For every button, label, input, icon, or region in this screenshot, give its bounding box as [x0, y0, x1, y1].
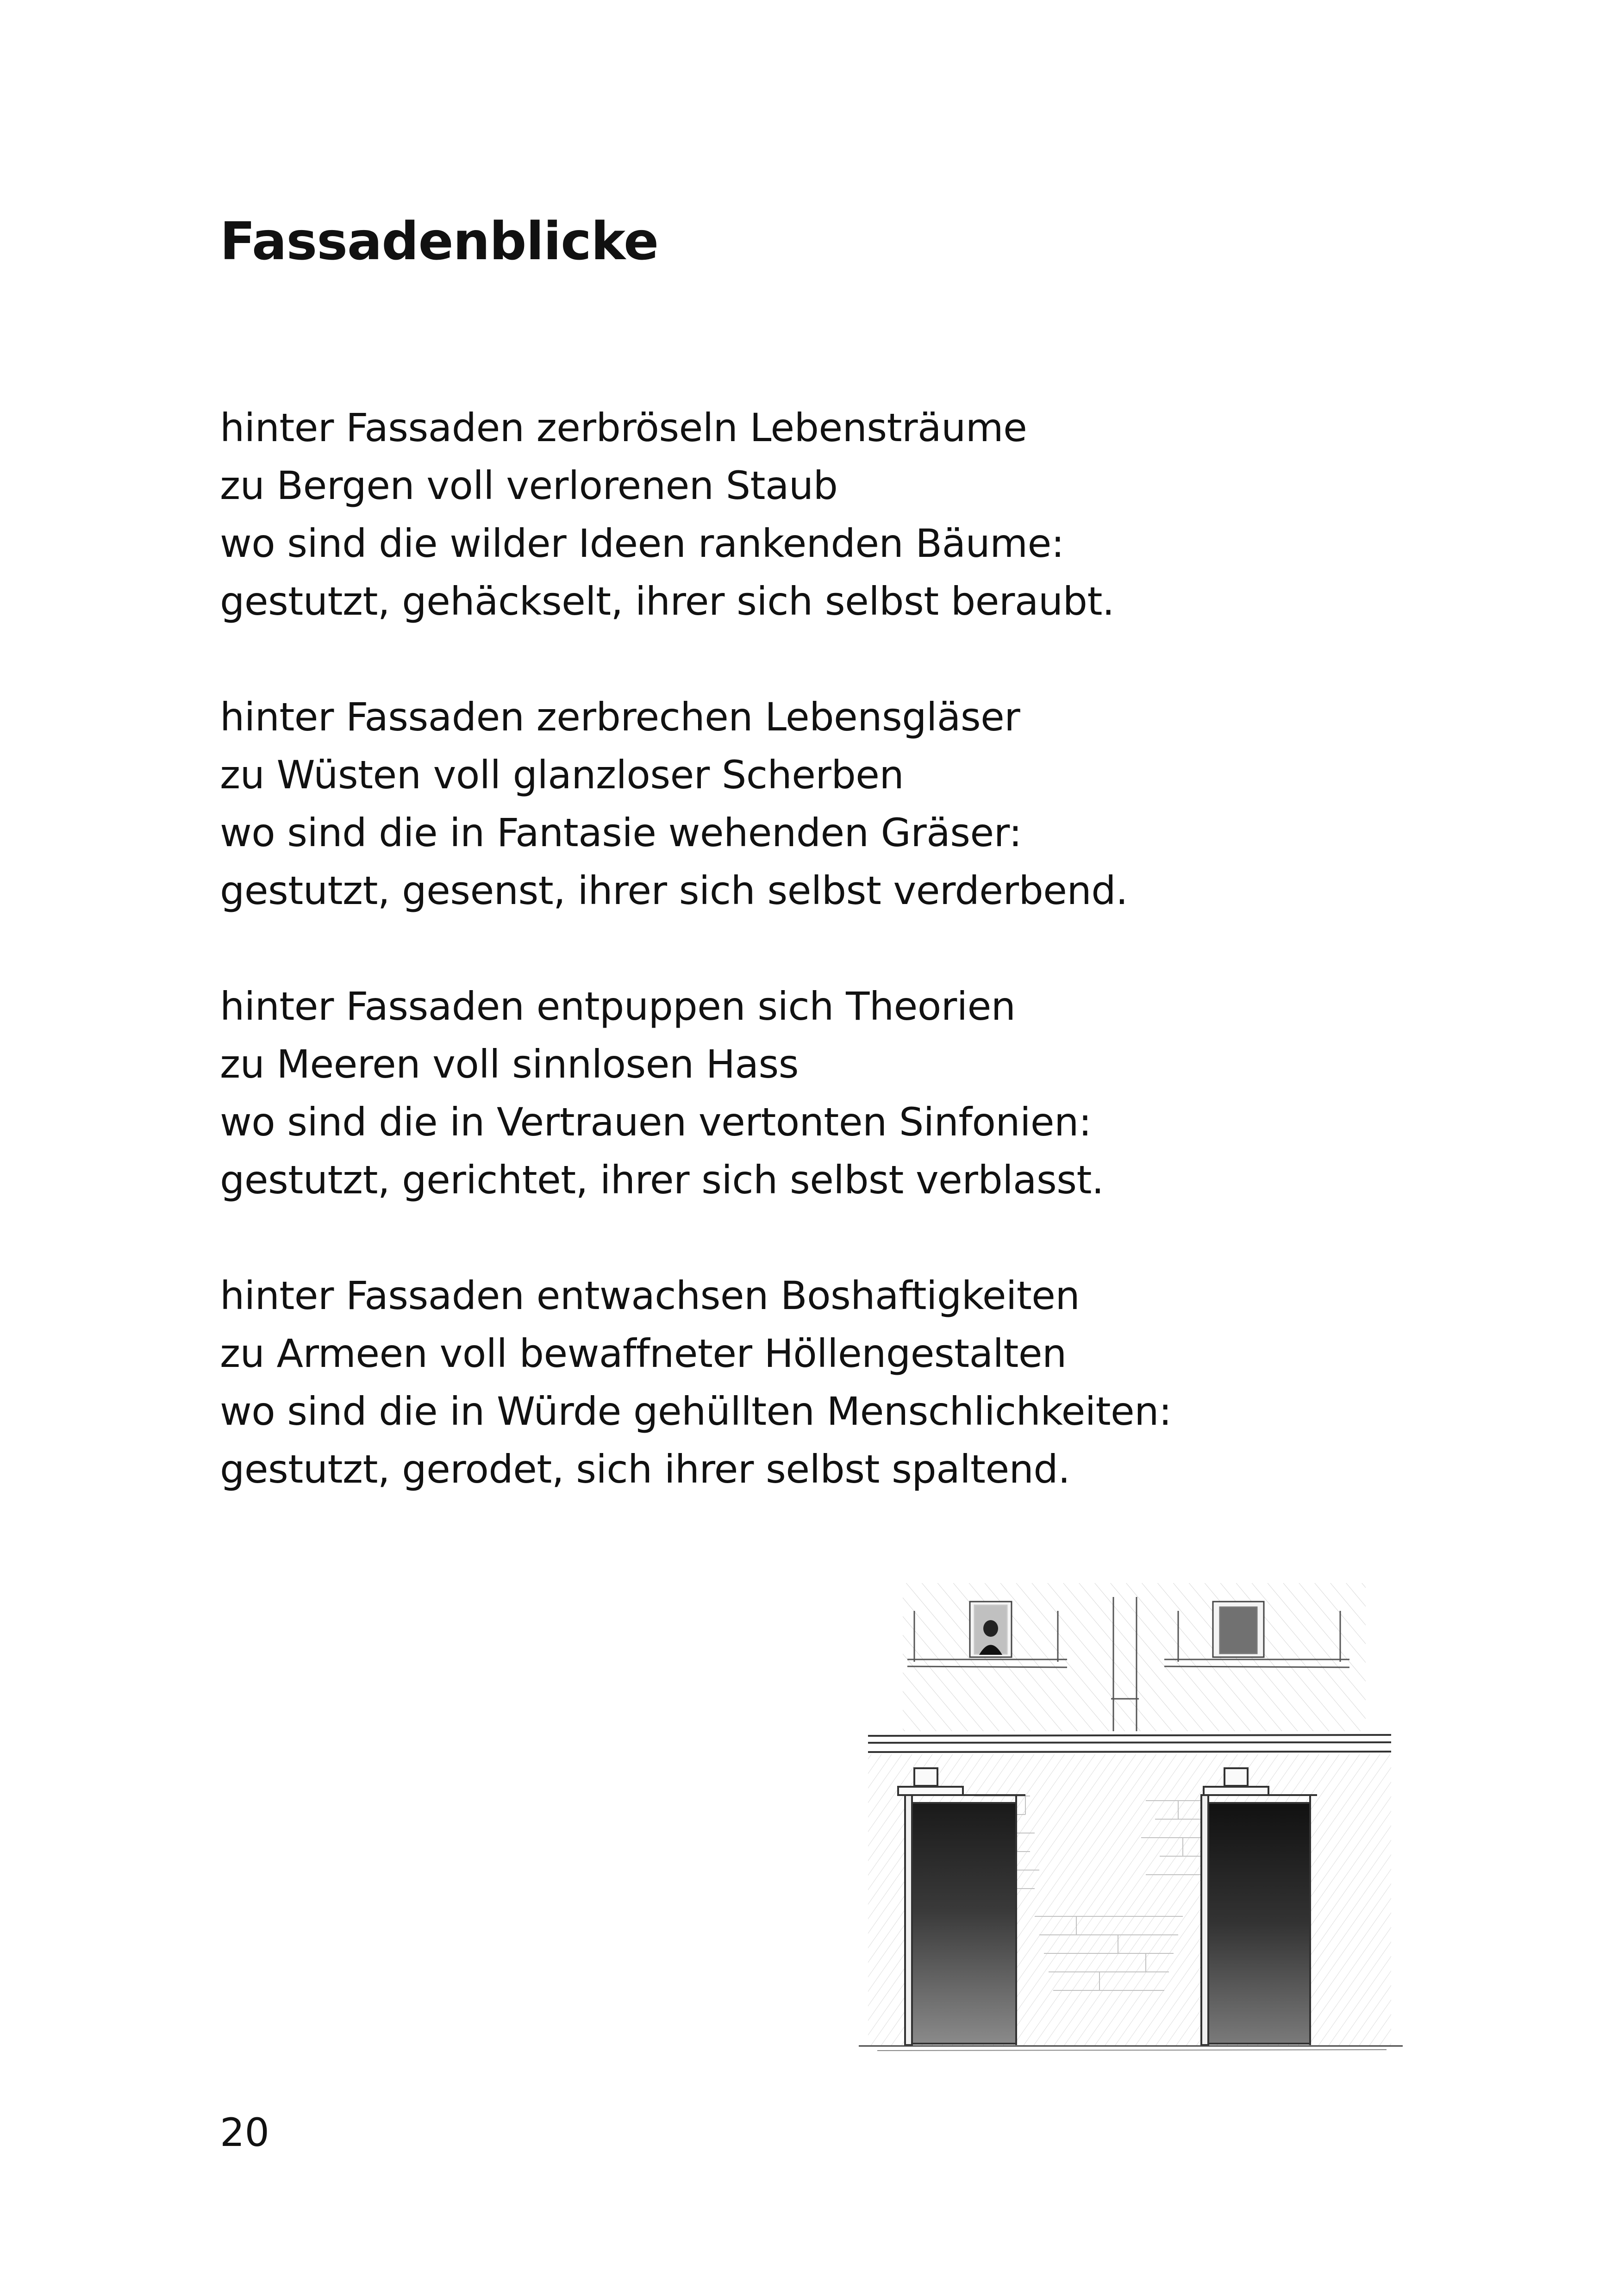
stanza [220, 688, 1470, 920]
poem-line: wo sind die in Würde gehüllten Menschlichkeiten: [220, 1389, 1172, 1434]
upper-window-right [1213, 1602, 1264, 1657]
poem-line: gestutzt, gehäckselt, ihrer sich selbst beraubt. [220, 579, 1115, 624]
stanza [220, 978, 1470, 1209]
poem-line: hinter Fassaden zerbröseln Lebensträume [220, 405, 1027, 450]
poem-line: gestutzt, gesenst, ihrer sich selbst verderbend. [220, 868, 1128, 913]
poem-line: zu Wüsten voll glanzloser Scherben [220, 752, 904, 798]
poem-body [220, 399, 1470, 1556]
stanza [220, 1267, 1470, 1498]
poem-line: zu Armeen voll bewaffneter Höllengestalten [220, 1331, 1067, 1376]
poem-line: wo sind die in Vertrauen vertonten Sinfonien: [220, 1099, 1092, 1145]
poem-line: zu Meeren voll sinnlosen Hass [220, 1041, 799, 1087]
poem-line: zu Bergen voll verlorenen Staub [220, 463, 838, 508]
poem-line: wo sind die wilder Ideen rankenden Bäume: [220, 521, 1064, 566]
poem-line: gestutzt, gerichtet, ihrer sich selbst verblasst. [220, 1157, 1104, 1203]
upper-window-left [970, 1602, 1012, 1657]
poem-line: hinter Fassaden entwachsen Boshaftigkeiten [220, 1273, 1080, 1318]
door-left [898, 1768, 1025, 2045]
poem-line: hinter Fassaden zerbrechen Lebensgläser [220, 694, 1020, 740]
poem-line: gestutzt, gerodet, sich ihrer selbst spaltend. [220, 1447, 1070, 1492]
poem-line: hinter Fassaden entpuppen sich Theorien [220, 984, 1016, 1029]
facade-sketch-illustration [859, 1583, 1403, 2058]
door-right [1201, 1768, 1317, 2045]
page-number: 20 [220, 2110, 269, 2155]
poem-title: Fassadenblicke [220, 212, 659, 272]
poem-line: wo sind die in Fantasie wehenden Gräser: [220, 810, 1022, 855]
stanza [220, 399, 1470, 630]
